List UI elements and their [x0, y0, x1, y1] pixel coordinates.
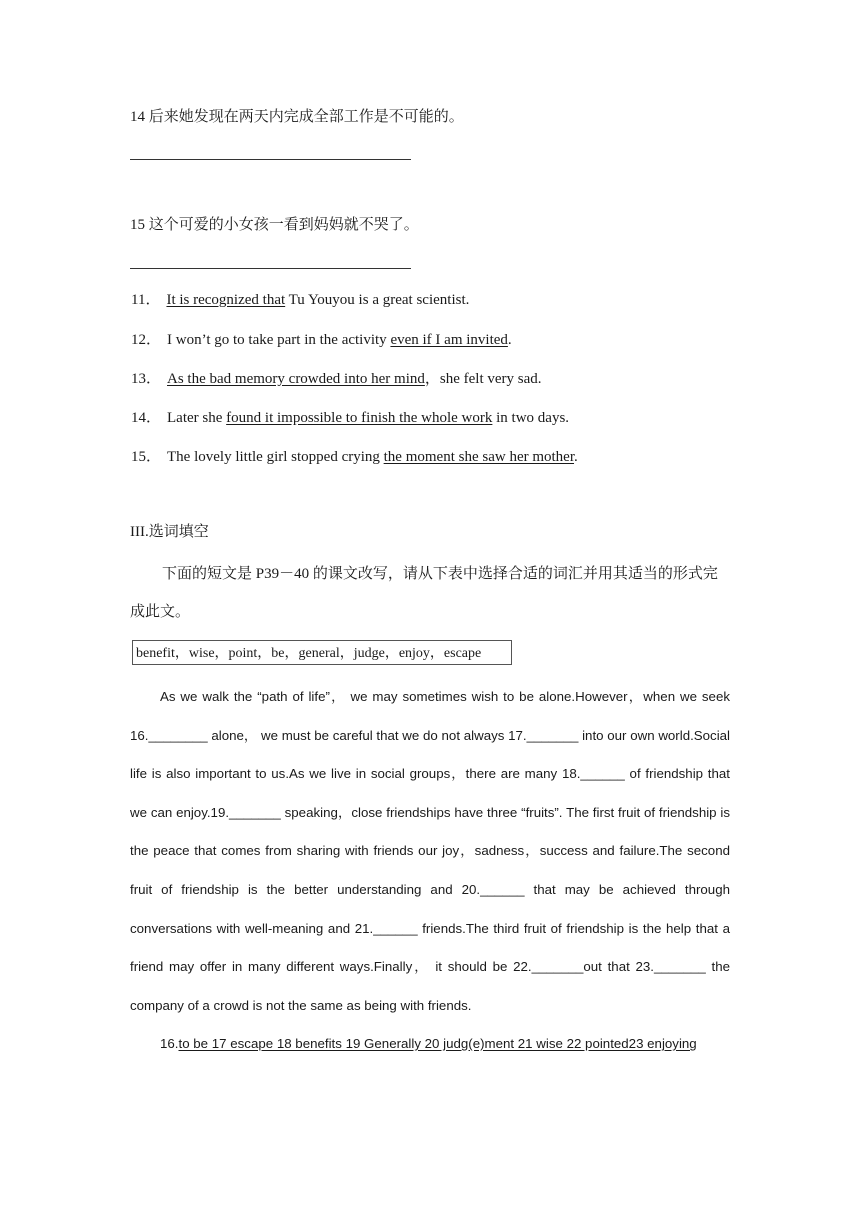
translation-answer-14: 14． Later she found it impossible to finish the whole work in two days.	[131, 410, 570, 426]
translation-answer-11: 11． It is recognized that Tu Youyou is a great scientist.	[131, 292, 470, 308]
cloze-passage: As we walk the “path of life”， we may sometimes wish to be alone.However，when we seek 16.________ alone， we must be careful that we do not always 17._______ into our own world.Social life is also important to us.As we live in social groups，there are many 18.______ of friendship that we can enjoy.19._______ speaking，close friendships have three “fruits”. The first fruit of friendship is the peace that comes from sharing with friends our joy，sadness，success and failure.The second fruit of friendship is the better understanding and 20.______ that may be achieved through conversations with well-meaning and 21.______ friends.The third fruit of friendship is the help that a friend may offer in many different ways.Finally， it should be 22._______out that 23._______ the company of a crowd is not the same as being with friends.	[130, 689, 730, 1013]
translation-answer-15: 15． The lovely little girl stopped crying the moment she saw her mother.	[131, 449, 578, 465]
question-15-chinese: 15 这个可爱的小女孩一看到妈妈就不哭了。	[130, 217, 419, 233]
translation-answer-12: 12． I won’t go to take part in the activity even if I am invited.	[131, 332, 512, 348]
word-bank-box: benefit，wise，point，be，general，judge，enjoy，escape	[132, 640, 512, 665]
section-instructions: 下面的短文是 P39－40 的课文改写，请从下表中选择合适的词汇并用其适当的形式完成此文。	[130, 566, 718, 620]
answer-blank-line	[130, 268, 411, 269]
cloze-answers: 16.to be 17 escape 18 benefits 19 Generally 20 judg(e)ment 21 wise 22 pointed23 enjoying	[160, 1036, 697, 1051]
section-title: III.选词填空	[130, 524, 209, 540]
answer-blank-line	[130, 159, 411, 160]
translation-answer-13: 13． As the bad memory crowded into her mind，she felt very sad.	[131, 371, 542, 387]
question-14-chinese: 14 后来她发现在两天内完成全部工作是不可能的。	[130, 109, 464, 125]
